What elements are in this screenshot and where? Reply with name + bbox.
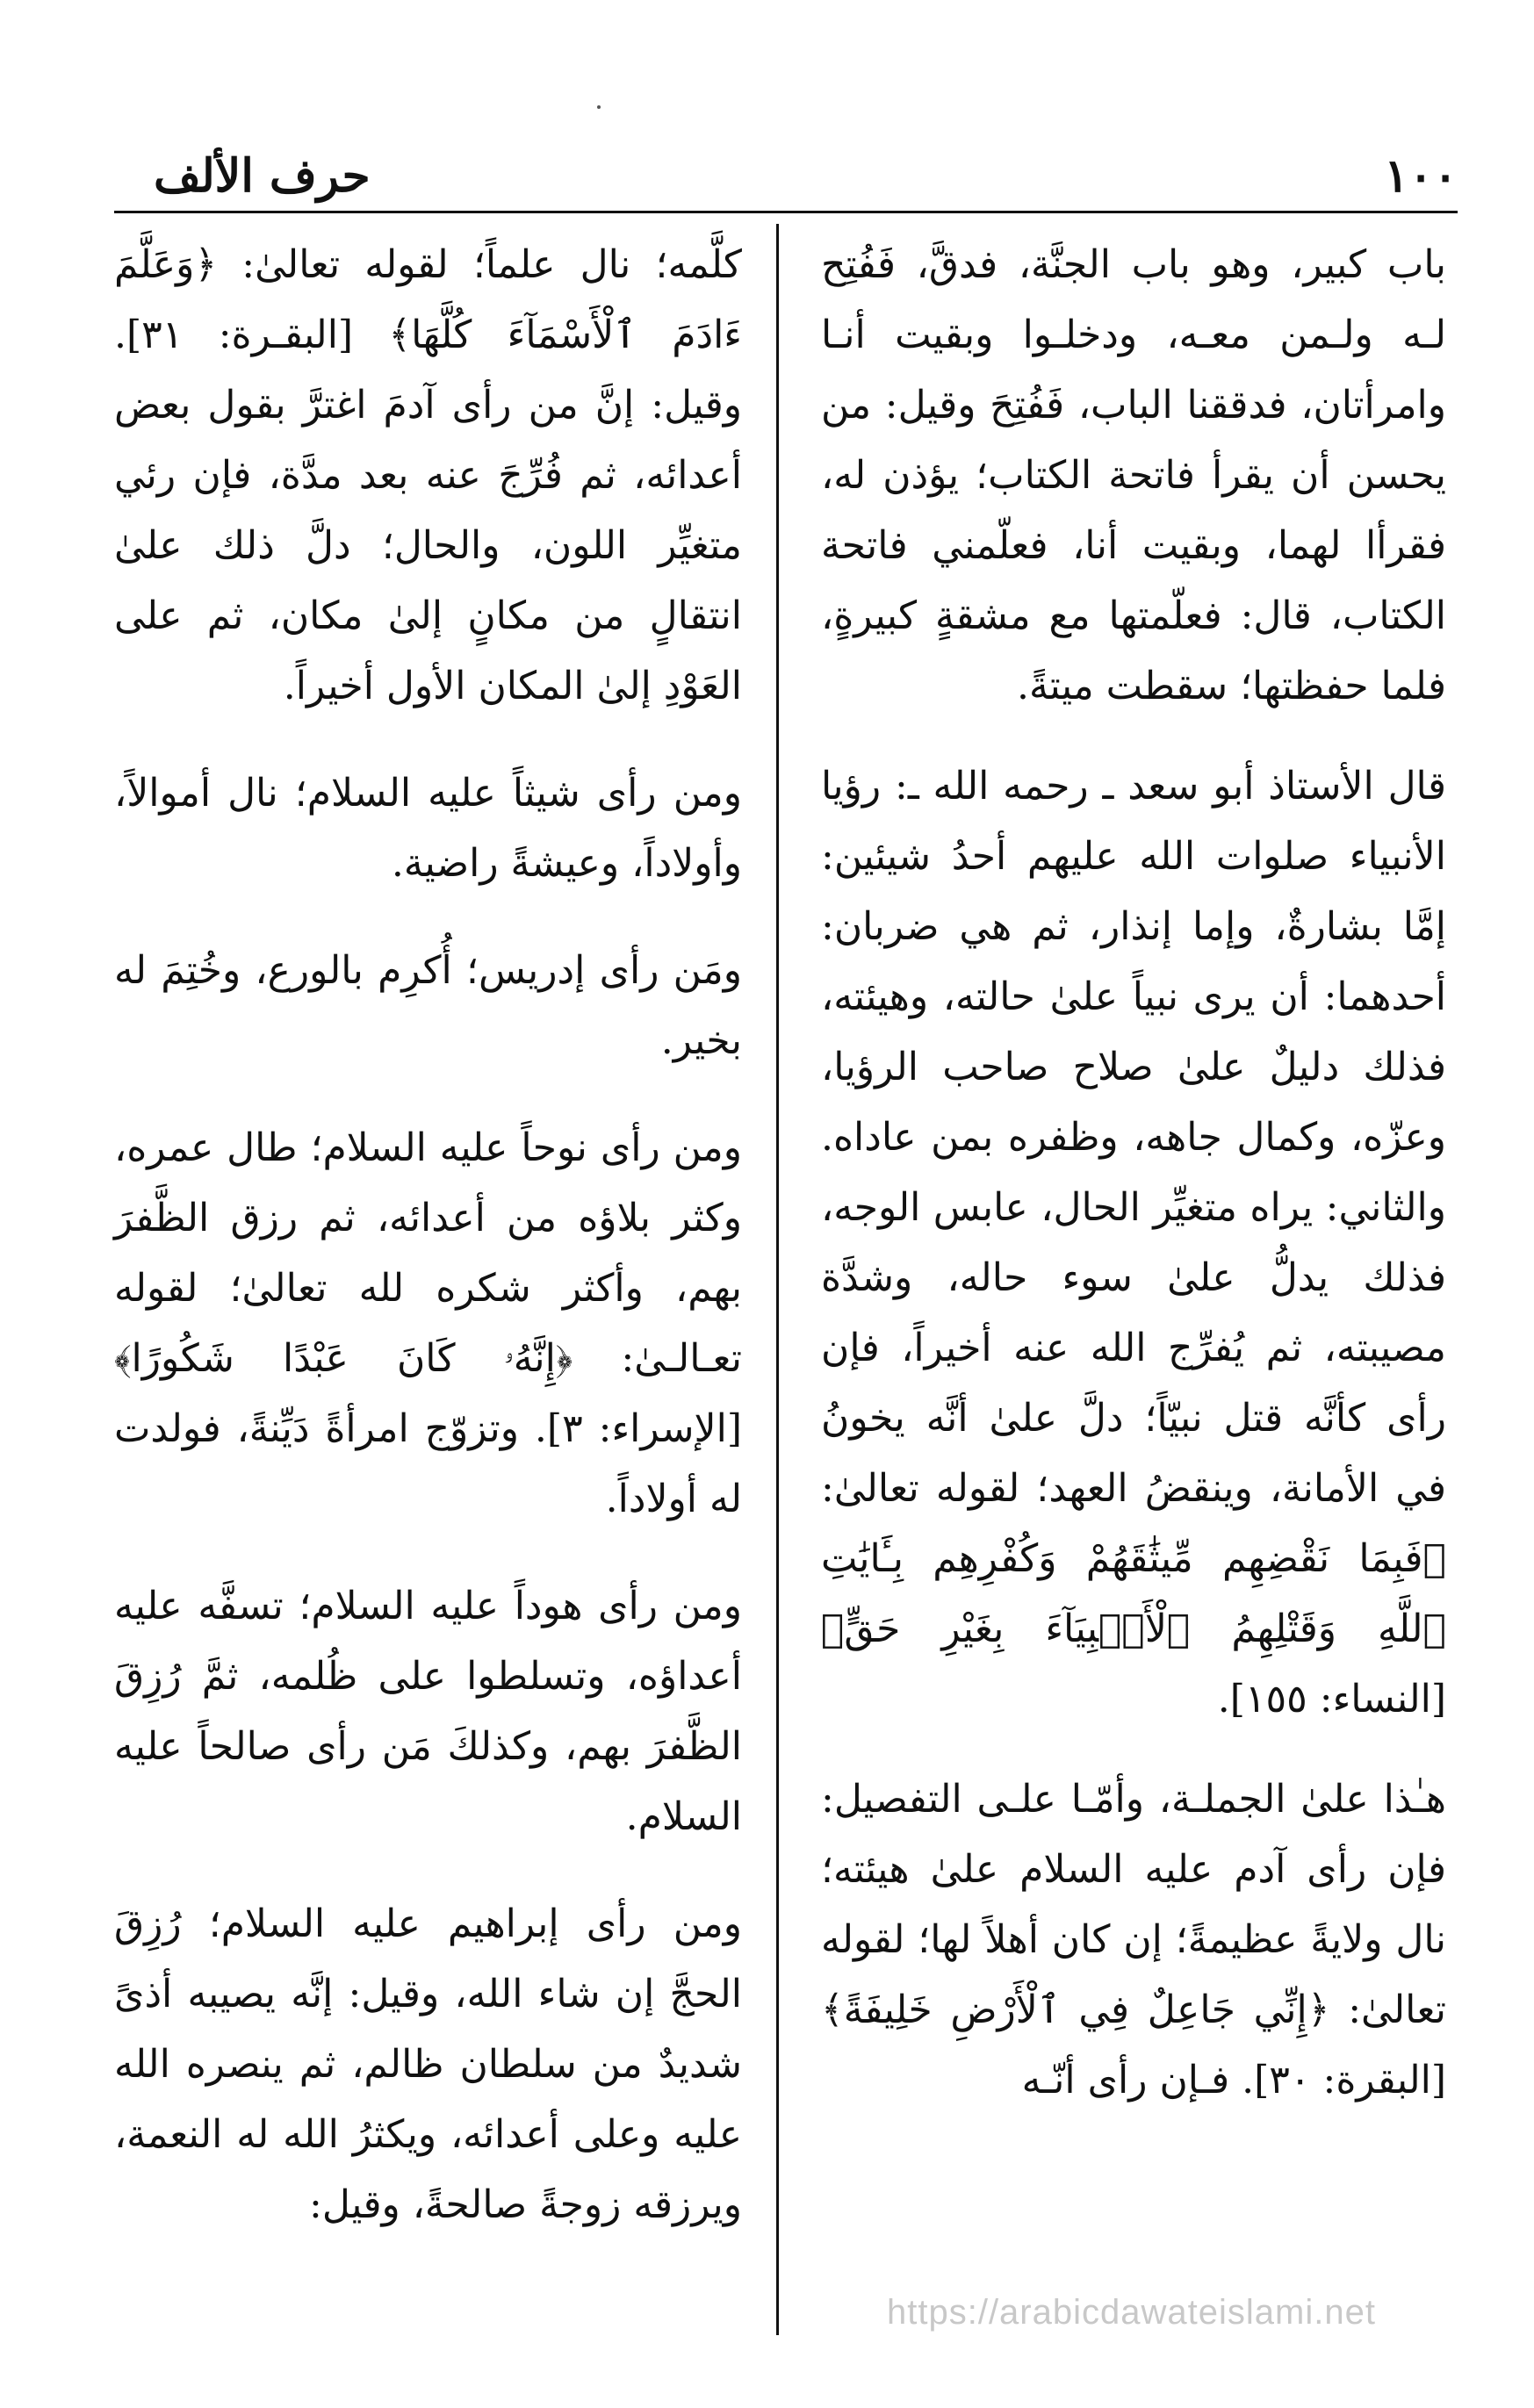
- paragraph: ومَن رأى إدريس؛ أُكرِم بالورع، وخُتِمَ له بخير.: [114, 948, 742, 1063]
- watermark-url: https://arabicdawateislami.net: [887, 2293, 1376, 2332]
- page-header: [154, 149, 1458, 211]
- paragraph: ومن رأى هوداً عليه السلام؛ تسفَّه عليه أعداؤه، وتسلطوا على ظُلمه، ثمَّ رُزِقَ الظَّفرَ بهم، وكذلكَ مَن رأى صالحاً عليه السلام.: [114, 1584, 742, 1839]
- page-number: ١٠٠: [1384, 149, 1458, 203]
- paragraph: ومن رأى نوحاً عليه السلام؛ طال عمره، وكثر بلاؤه من أعدائه، ثم رزق الظَّفرَ بهم، وأكثر شكره لله تعالىٰ؛ لقوله تعـالـىٰ: ﴿إِنَّهُۥ كَانَ عَبْدًا شَكُورًا﴾ [الإسراء: ٣]. وتزوّج امرأةً دَيِّنةً، فولدت له أولاداً.: [114, 1125, 742, 1521]
- paragraph: باب كبير، وهو باب الجنَّة، فدقَّ، فَفُتِح لـه ولـمن معـه، ودخلـوا وبقيت أنـا وامرأتان، فدققنا الباب، فَفُتِحَ وقيل: من يحسن أن يقرأ فاتحة الكتاب؛ يؤذن له، فقرأا لهما، وبقيت أنا، فعلّمني فاتحة الكتاب، قال: فعلّمتها مع مشقةٍ كبيرةٍ، فلما حفظتها؛ سقطت ميتةً.: [821, 242, 1446, 708]
- header-rule: [114, 211, 1458, 213]
- paragraph: ومن رأى شيثاً عليه السلام؛ نال أموالاً، وأولاداً، وعيشةً راضية.: [114, 771, 742, 886]
- right-column: [821, 230, 1446, 2146]
- scan-speck: [597, 105, 601, 109]
- paragraph: قال الأستاذ أبو سعد ـ رحمه الله ـ: رؤيا الأنبياء صلوات الله عليهم أحدُ شيئين: إمَّا بشارةٌ، وإما إنذار، ثم هي ضربان: أحدهما: أن يرى نبياً علىٰ حالته، وهيئته، فذلك دليلٌ علىٰ صلاح صاحب الرؤيا، وعزّه، وكمال جاهه، وظفره بمن عاداه. والثاني: يراه متغيِّر الحال، عابس الوجه، فذلك يدلُّ علىٰ سوء حاله، وشدَّة مصيبته، ثم يُفرِّج الله عنه أخيراً، فإن رأى كأنَّه قتل نبيّاً؛ دلَّ علىٰ أنَّه يخونُ في الأمانة، وينقضُ العهد؛ لقوله تعالىٰ: ﴿فَبِمَا نَقْضِهِم مِّيثَٰقَهُمْ وَكُفْرِهِم بِـَٔايَٰتِ ٱللَّهِ وَقَتْلِهِمُ ٱلْأَنۢبِيَآءَ بِغَيْرِ حَقٍّ﴾ [النساء: ١٥٥].: [821, 764, 1446, 1722]
- column-divider: [776, 224, 779, 2335]
- paragraph: ومن رأى إبراهيم عليه السلام؛ رُزِقَ الحجَّ إن شاء الله، وقيل: إنَّه يصيبه أذىً شديدٌ من سلطان ظالم، ثم ينصره الله عليه وعلى أعدائه، ويكثرُ الله له النعمة، ويرزقه زوجةً صالحةً، وقيل:: [114, 1901, 742, 2227]
- left-column: [114, 230, 742, 2277]
- paragraph: كلَّمه؛ نال علماً؛ لقوله تعالىٰ: ﴿وَعَلَّمَ ءَادَمَ ٱلْأَسْمَآءَ كُلَّهَا﴾ [البقـرة: ٣١]. وقيل: إنَّ من رأى آدمَ اغترَّ بقول بعض أعدائه، ثم فُرِّجَ عنه بعد مدَّة، فإن رئي متغيِّر اللون، والحال؛ دلَّ ذلك علىٰ انتقالٍ من مكانٍ إلىٰ مكان، ثم على العَوْدِ إلىٰ المكان الأول أخيراً.: [114, 242, 742, 708]
- paragraph: هـٰذا علىٰ الجملـة، وأمّـا علـى التفصيل: فإن رأى آدم عليه السلام علىٰ هيئته؛ نال ولايةً عظيمةً؛ إن كان أهلاً لها؛ لقوله تعالىٰ: ﴿إِنِّي جَاعِلٌ فِي ٱلْأَرْضِ خَلِيفَةً﴾ [البقرة: ٣٠]. فـإن رأى أنّـه: [821, 1777, 1446, 2103]
- chapter-title: حرف الألف: [154, 149, 371, 203]
